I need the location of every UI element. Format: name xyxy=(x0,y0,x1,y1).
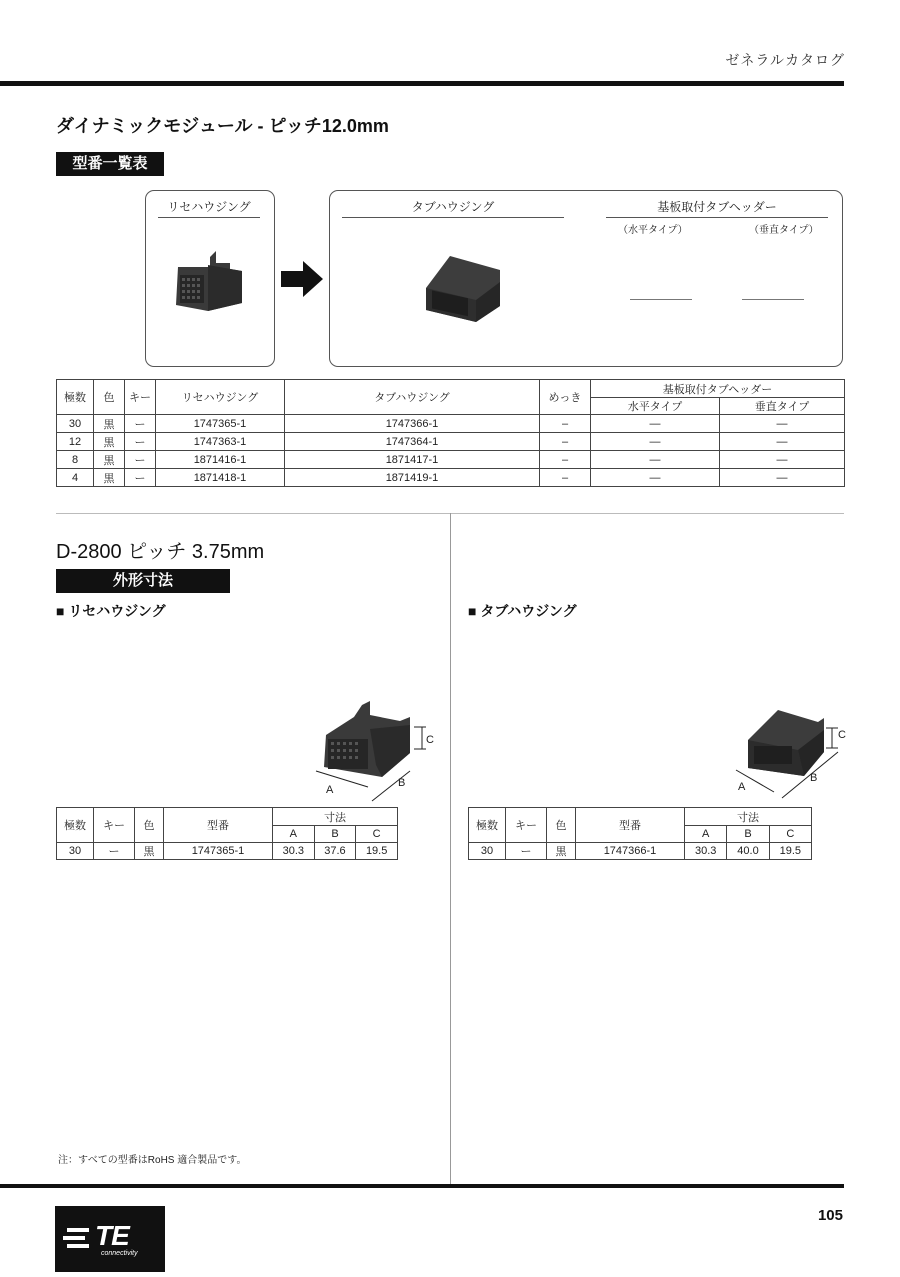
column-divider xyxy=(450,513,451,1184)
dim-label-c-right: C xyxy=(838,729,846,741)
cell: ー xyxy=(125,451,156,469)
cell: 1871416-1 xyxy=(156,451,285,469)
th-horizontal: 水平タイプ xyxy=(591,398,720,415)
dim-label-b-right: B xyxy=(810,772,818,784)
cell: 1747365-1 xyxy=(164,843,273,860)
cell: 1747365-1 xyxy=(156,415,285,433)
table-row xyxy=(469,843,812,860)
th-part: 型番 xyxy=(164,808,273,843)
top-rule xyxy=(0,81,844,86)
cell: 12 xyxy=(57,433,94,451)
th-vertical: 垂直タイプ xyxy=(720,398,845,415)
page-title: ダイナミックモジュール - ピッチ12.0mm xyxy=(56,116,389,136)
cell: ー xyxy=(506,843,547,860)
cell: 30.3 xyxy=(273,843,315,860)
cell: — xyxy=(591,415,720,433)
cell: – xyxy=(540,469,591,487)
th-poles: 極数 xyxy=(57,380,94,415)
page-number: 105 xyxy=(817,1207,843,1224)
dim-label-b: B xyxy=(398,777,406,789)
cell: 4 xyxy=(57,469,94,487)
cell: 30 xyxy=(57,843,94,860)
recept-housing-image xyxy=(168,245,248,320)
cell: 黒 xyxy=(94,415,125,433)
table-row xyxy=(57,843,398,860)
cell: 1871418-1 xyxy=(156,469,285,487)
tab-section-title: ■ タブハウジング xyxy=(468,603,577,619)
cell: 黒 xyxy=(94,433,125,451)
th-poles: 極数 xyxy=(57,808,94,843)
cell: 30.3 xyxy=(685,843,727,860)
logo-sub: connectivity xyxy=(101,1250,138,1257)
dim-label-c: C xyxy=(426,734,434,746)
horizontal-sub: （水平タイプ） xyxy=(618,225,688,236)
section-title: D-2800 ピッチ 3.75mm xyxy=(56,541,265,563)
cell: – xyxy=(540,433,591,451)
vertical-sub: （垂直タイプ） xyxy=(749,225,819,236)
tab-label: タブハウジング xyxy=(342,198,564,218)
cell: 1747366-1 xyxy=(576,843,685,860)
cell: — xyxy=(720,451,845,469)
cell: 1747363-1 xyxy=(156,433,285,451)
th-dim: 寸法 xyxy=(685,808,812,826)
th-tab: タブハウジング xyxy=(285,380,540,415)
cell: — xyxy=(720,469,845,487)
table-row xyxy=(57,433,845,451)
cell: – xyxy=(540,451,591,469)
te-logo xyxy=(55,1206,165,1272)
cell: — xyxy=(591,451,720,469)
cell: 19.5 xyxy=(356,843,398,860)
cell: 19.5 xyxy=(769,843,811,860)
tab-dimension-drawing xyxy=(728,702,848,802)
dimension-tag: 外形寸法 xyxy=(56,569,230,593)
th-header: 基板取付タブヘッダー xyxy=(591,380,845,398)
cell: 黒 xyxy=(135,843,164,860)
table-row xyxy=(57,415,845,433)
logo-text: TE xyxy=(95,1220,129,1251)
cell: ー xyxy=(125,433,156,451)
dim-label-a-right: A xyxy=(738,781,746,793)
th-c: C xyxy=(769,826,811,843)
cell: — xyxy=(591,433,720,451)
th-plating: めっき xyxy=(540,380,591,415)
cell: 1871419-1 xyxy=(285,469,540,487)
th-poles: 極数 xyxy=(469,808,506,843)
cell: — xyxy=(591,469,720,487)
vertical-placeholder-line xyxy=(742,299,804,300)
th-b: B xyxy=(727,826,769,843)
main-table xyxy=(56,379,845,487)
tab-housing-image xyxy=(420,248,510,328)
recept-label: リセハウジング xyxy=(158,198,260,218)
cell: ー xyxy=(94,843,135,860)
cell: 1747366-1 xyxy=(285,415,540,433)
th-key: キー xyxy=(125,380,156,415)
th-a: A xyxy=(685,826,727,843)
bottom-rule xyxy=(0,1184,844,1188)
cell: 37.6 xyxy=(314,843,356,860)
header-label: 基板取付タブヘッダー xyxy=(606,198,828,218)
cell: 30 xyxy=(57,415,94,433)
cell: 1871417-1 xyxy=(285,451,540,469)
th-a: A xyxy=(273,826,315,843)
catalog-label: ゼネラルカタログ xyxy=(725,52,845,68)
cell: 8 xyxy=(57,451,94,469)
th-b: B xyxy=(314,826,356,843)
th-color: 色 xyxy=(94,380,125,415)
arrow-right-icon xyxy=(281,261,323,297)
th-dim: 寸法 xyxy=(273,808,398,826)
th-recept: リセハウジング xyxy=(156,380,285,415)
th-c: C xyxy=(356,826,398,843)
table-row xyxy=(57,451,845,469)
horizontal-placeholder-line xyxy=(630,299,692,300)
cell: 30 xyxy=(469,843,506,860)
th-key: キー xyxy=(94,808,135,843)
cell: — xyxy=(720,433,845,451)
table-row xyxy=(57,469,845,487)
th-color: 色 xyxy=(547,808,576,843)
cell: — xyxy=(720,415,845,433)
cell: 40.0 xyxy=(727,843,769,860)
th-part: 型番 xyxy=(576,808,685,843)
cell: – xyxy=(540,415,591,433)
cell: 黒 xyxy=(94,469,125,487)
cell: 1747364-1 xyxy=(285,433,540,451)
cell: 黒 xyxy=(547,843,576,860)
tab-dim-table xyxy=(468,807,812,860)
th-color: 色 xyxy=(135,808,164,843)
th-key: キー xyxy=(506,808,547,843)
dim-label-a: A xyxy=(326,784,334,796)
recept-dim-table xyxy=(56,807,398,860)
recept-section-title: ■ リセハウジング xyxy=(56,603,166,619)
list-tag: 型番一覧表 xyxy=(56,152,164,176)
rohs-note: 注：すべての型番はRoHS 適合製品です。 xyxy=(58,1155,247,1166)
cell: 黒 xyxy=(94,451,125,469)
cell: ー xyxy=(125,415,156,433)
cell: ー xyxy=(125,469,156,487)
